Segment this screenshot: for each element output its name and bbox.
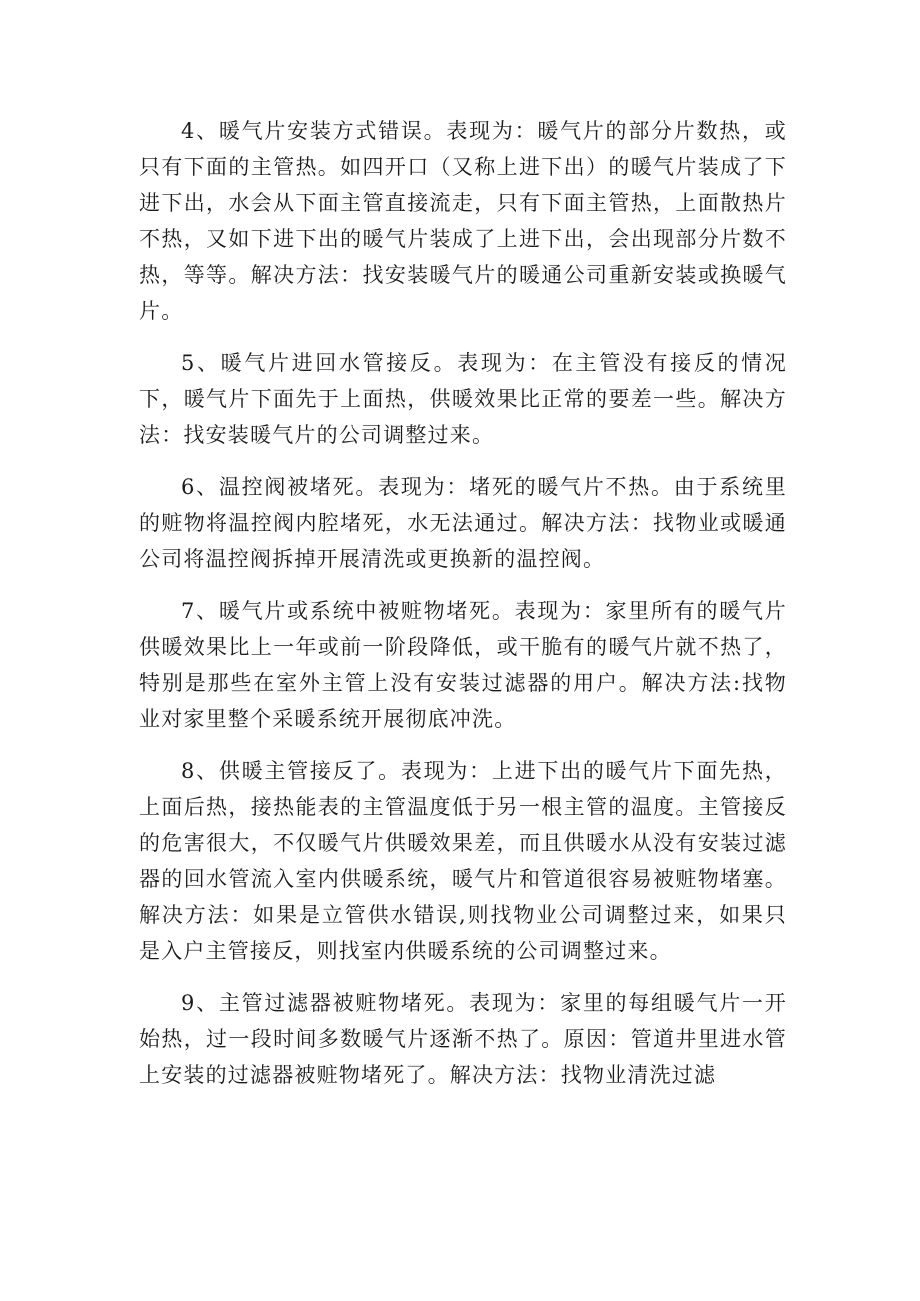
paragraph-item-4: 4、暖气片安装方式错误。表现为：暖气片的部分片数热，或只有下面的主管热。如四开口（又称上进下出）的暖气片装成了下进下出，水会从下面主管直接流走，只有下面主管热，上面散热片不热，又如下进下出的暖气片装成了上进下出，会出现部分片数不热，等等。解决方法：找安装暖气片的暖通公司重新安装或换暖气片。	[139, 119, 787, 323]
paragraph-item-8: 8、供暖主管接反了。表现为：上进下出的暖气片下面先热，上面后热，接热能表的主管温度低于另一根主管的温度。主管接反的危害很大，不仅暖气片供暖效果差，而且供暖水从没有安装过滤器的回水管流入室内供暖系统，暖气片和管道很容易被赃物堵塞。解决方法：如果是立管供水错误,则找物业公司调整过来，如果只是入户主管接反，则找室内供暖系统的公司调整过来。	[139, 759, 787, 963]
paragraph-item-9: 9、主管过滤器被赃物堵死。表现为：家里的每组暖气片一开始热，过一段时间多数暖气片逐渐不热了。原因：管道井里进水管上安装的过滤器被赃物堵死了。解决方法：找物业清洗过滤	[139, 991, 787, 1087]
paragraph-item-5: 5、暖气片进回水管接反。表现为：在主管没有接反的情况下，暖气片下面先于上面热，供暖效果比正常的要差一些。解决方法：找安装暖气片的公司调整过来。	[139, 351, 787, 447]
paragraph-item-6: 6、温控阀被堵死。表现为：堵死的暖气片不热。由于系统里的赃物将温控阀内腔堵死，水无法通过。解决方法：找物业或暖通公司将温控阀拆掉开展清洗或更换新的温控阀。	[139, 475, 787, 571]
document-body	[139, 113, 787, 1109]
paragraph-item-7: 7、暖气片或系统中被赃物堵死。表现为：家里所有的暖气片供暖效果比上一年或前一阶段降低，或干脆有的暖气片就不热了，特别是那些在室外主管上没有安装过滤器的用户。解决方法:找物业对家里整个采暖系统开展彻底冲洗。	[139, 599, 787, 731]
